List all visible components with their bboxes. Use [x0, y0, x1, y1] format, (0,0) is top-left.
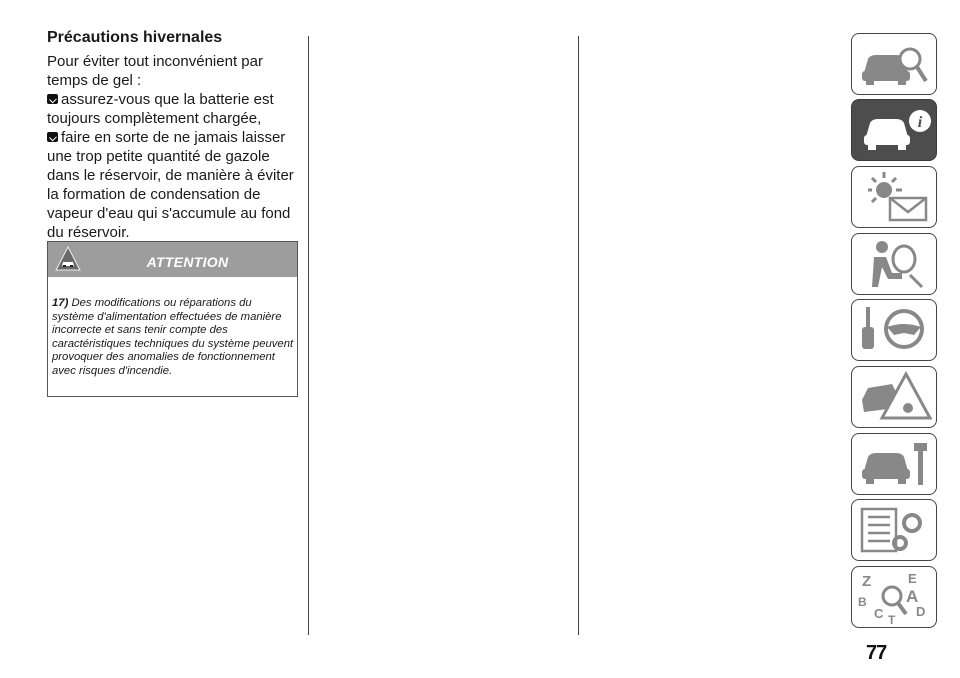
index-letter-d: D [916, 604, 926, 619]
tab-technical-data[interactable] [851, 499, 937, 561]
warning-body [48, 277, 297, 379]
warning-light-message-icon [856, 170, 932, 224]
main-text-column [47, 28, 299, 242]
key-steering-wheel-icon [856, 303, 932, 357]
index-letter-e: E [908, 571, 917, 586]
tab-car-search[interactable] [851, 33, 937, 95]
specs-list-gears-icon [856, 503, 932, 557]
checkbox-bullet-icon [47, 132, 58, 142]
bullet-text-1: assurez-vous que la batterie est toujours complètement chargée, [47, 91, 274, 127]
section-title: Précautions hivernales [47, 29, 223, 46]
svg-text:i: i [917, 114, 923, 131]
car-info-icon [856, 103, 932, 157]
warning-number: 17) [52, 297, 69, 309]
intro-paragraph: Pour éviter tout inconvénient par temps de gel : [47, 53, 263, 89]
car-accident-triangle-icon [856, 370, 932, 424]
tab-index[interactable] [851, 566, 937, 628]
alphabetical-index-icon [856, 570, 932, 624]
warning-title: ATTENTION [146, 254, 229, 270]
tab-safety[interactable] [851, 233, 937, 295]
tab-starting-driving[interactable] [851, 299, 937, 361]
warning-header [48, 242, 297, 277]
car-search-icon [856, 37, 932, 91]
column-divider-1 [308, 36, 309, 635]
checkbox-bullet-icon [47, 94, 58, 104]
index-letter-t: T [888, 613, 896, 624]
index-letter-a: A [906, 587, 919, 606]
car-wrench-icon [856, 437, 932, 491]
page-number: 77 [866, 642, 887, 664]
warning-box [47, 241, 298, 397]
bullet-item-2 [47, 128, 299, 242]
column-divider-2 [578, 36, 579, 635]
index-letter-z: Z [862, 573, 872, 590]
warning-text: Des modifications ou réparations du système d'alimentation effectuées de manière incorrecte et sans tenir compte des caractéristiques techniques du système peuvent provoquer des anomalies de fonctionnement avec risques d'incendie. [52, 297, 294, 377]
airbag-passenger-icon [856, 237, 932, 291]
tab-car-info[interactable] [851, 99, 937, 161]
tab-maintenance[interactable] [851, 433, 937, 495]
bullet-text-2: faire en sorte de ne jamais laisser une trop petite quantité de gazole dans le réservoir, de manière à éviter la formation de condensation de vapeur d'eau qui s'accumule au fond du réservoir. [47, 129, 294, 241]
tab-warning-lights[interactable] [851, 166, 937, 228]
tab-emergency[interactable] [851, 366, 937, 428]
bullet-item-1 [47, 90, 299, 128]
index-letter-b: B [858, 595, 867, 609]
index-letter-c: C [874, 606, 884, 621]
